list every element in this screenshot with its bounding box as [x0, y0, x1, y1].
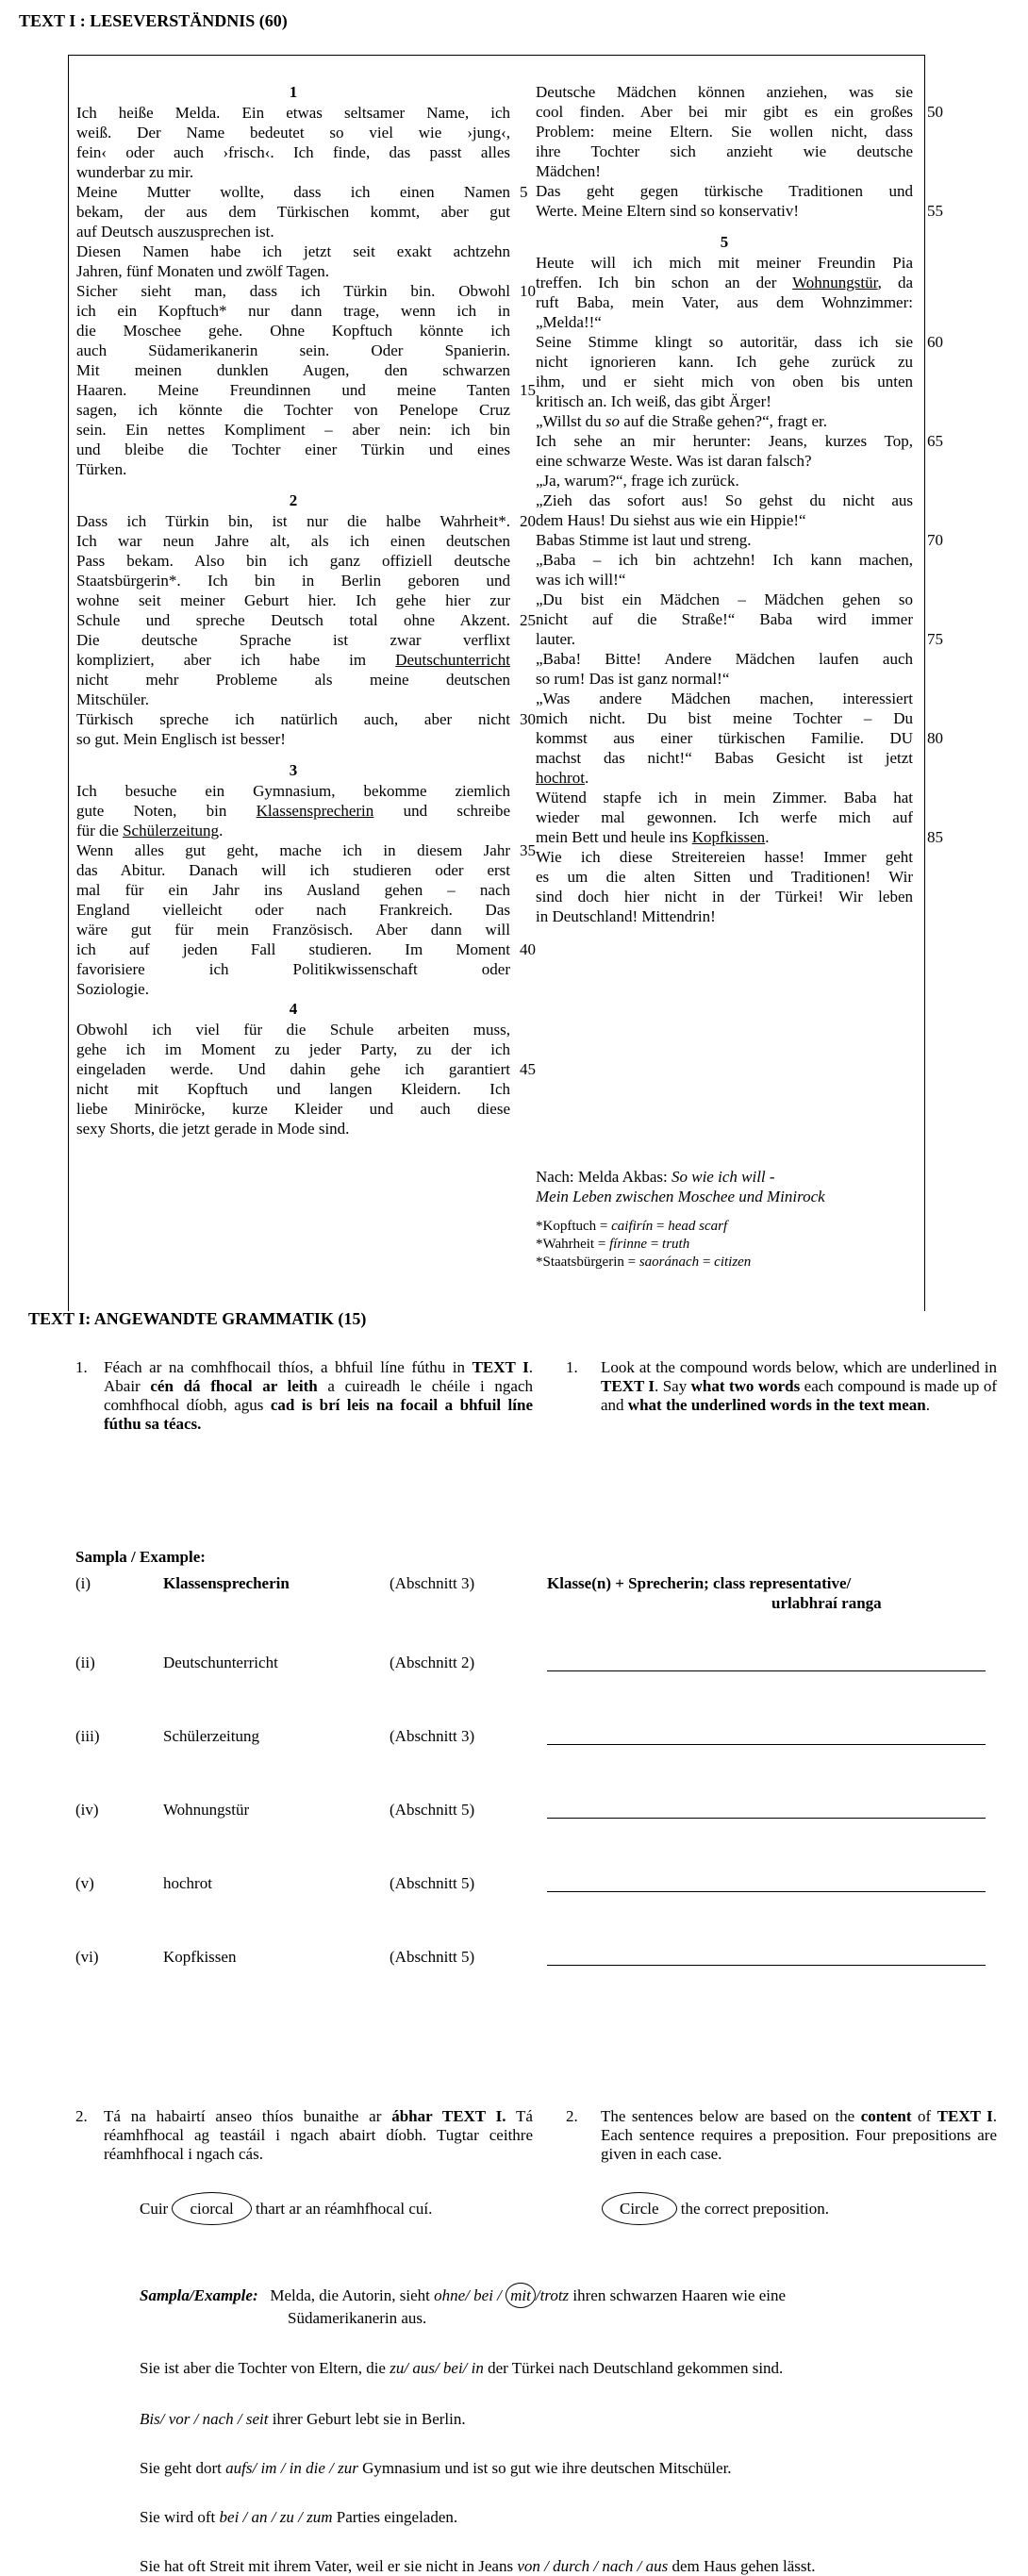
line-number: 70	[927, 531, 943, 549]
reading-title: TEXT I : LESEVERSTÄNDNIS (60)	[19, 11, 288, 30]
section-number: 4	[289, 1000, 298, 1018]
text-line: in Deutschland! Mittendrin!	[536, 907, 716, 925]
text-line: mich nicht. Du bist meine Tochter – Du	[536, 709, 913, 727]
text-line: lauter. 75	[536, 630, 943, 648]
text-line: „Willst du so auf die Straße gehen?“, fragt er.	[536, 412, 827, 430]
text-line: „Ja, warum?“, frage ich zurück.	[536, 472, 739, 490]
text-line: Mit meinen dunklen Augen, den schwarzen	[76, 361, 510, 379]
compound-word: hochrot	[163, 1874, 212, 1892]
circle-instruction: Circle the correct preposition.	[602, 2192, 829, 2225]
reading-text-box	[68, 55, 943, 1311]
compound-word: Schülerzeitung	[163, 1727, 259, 1745]
text-line: sein. Ein nettes Kompliment – aber nein: ich bin	[76, 421, 510, 439]
answer-line[interactable]	[547, 1965, 986, 1966]
section-reference: (Abschnitt 5)	[390, 1874, 475, 1892]
text-line: das Abitur. Danach will ich studieren oder erst	[76, 861, 510, 879]
spacer	[76, 749, 510, 760]
text-line: eine schwarze Weste. Was ist daran falsch?	[536, 452, 812, 470]
text-line: eingeladen werde. Und dahin gehe ich garantiert 45	[76, 1060, 536, 1078]
text-line: so gut. Mein Englisch ist besser!	[76, 730, 286, 748]
text-line: Wütend stapfe ich in mein Zimmer. Baba hat	[536, 789, 913, 806]
footnote-item: *Staatsbürgerin = saoránach = citizen	[536, 1255, 752, 1270]
text-line: nicht ignorieren kann. Ich gehe zurück zu	[536, 353, 913, 371]
text-line: wohne seit meiner Geburt hier. Ich gehe hier zur	[76, 591, 510, 609]
text-line: Dass ich Türkin bin, ist nur die halbe Wahrheit*. 20	[76, 512, 536, 530]
text-line: Deutsche Mädchen können anziehen, was sie	[536, 83, 913, 101]
line-number: 15	[520, 381, 536, 399]
answer-line[interactable]	[547, 1670, 986, 1671]
footnote-item: *Wahrheit = fírinne = truth	[536, 1237, 690, 1252]
text-line: „Baba – ich bin achtzehn! Ich kann machen,	[536, 551, 913, 569]
grammar-title: TEXT I: ANGEWANDTE GRAMMATIK (15)	[28, 1309, 367, 1328]
text-line: machst das nicht!“ Babas Gesicht ist jetzt	[536, 749, 913, 767]
section-reference: (Abschnitt 5)	[390, 1948, 475, 1966]
text-line: Problem: meine Eltern. Sie wollen nicht, dass	[536, 123, 913, 141]
row-number: (iii)	[75, 1727, 100, 1745]
text-line: Jahren, fünf Monaten und zwölf Tagen.	[76, 262, 330, 280]
text-line: England vielleicht oder nach Frankreich. Das	[76, 901, 510, 919]
example-sentence: Sampla/Example: Melda, die Autorin, sieht ohne/ bei / mit /trotz ihren schwarzen Haaren wie eine Südamerikanerin aus.	[140, 2283, 970, 2328]
text-line: auch Südamerikanerin sein. Oder Spanierin.	[76, 341, 510, 359]
text-line: liebe Miniröcke, kurze Kleider und auch diese	[76, 1100, 510, 1118]
left-text-column	[76, 82, 536, 1138]
q2-number-english: 2.	[566, 2107, 578, 2125]
answer-line[interactable]	[547, 1891, 986, 1892]
compound-word: Wohnungstür	[163, 1801, 250, 1819]
circled-answer: mit	[510, 2286, 531, 2304]
q2-instructions-irish: Tá na habairtí anseo thíos bunaithe ar ábhar TEXT I. Tá réamhfhocal ag teastáil i ngach abairt díobh. Tugtar ceithre réamhfhocal i ngach cás.	[104, 2107, 533, 2163]
text-line: kritisch an. Ich weiß, das gibt Ärger!	[536, 392, 771, 410]
line-number: 65	[927, 432, 943, 450]
text-line: ich ein Kopftuch* nur dann trage, wenn ich in	[76, 302, 510, 320]
row-number: (v)	[75, 1874, 94, 1892]
spacer	[76, 479, 510, 490]
text-line: Meine Mutter wollte, dass ich einen Namen 5	[76, 183, 528, 201]
line-number: 40	[520, 940, 536, 958]
footnotes	[536, 1218, 913, 1271]
text-line: „Zieh das sofort aus! So gehst du nicht aus	[536, 491, 913, 509]
text-line: fein‹ oder auch ›frisch‹. Ich finde, das passt alles	[76, 143, 510, 161]
section-number: 5	[720, 233, 729, 251]
text-line: ihm, und er sieht mich von oben bis unten	[536, 373, 913, 391]
text-line: bekam, der aus dem Türkischen kommt, aber gut	[76, 203, 510, 221]
footnote-item: *Kopftuch = caifirín = head scarf	[536, 1219, 728, 1234]
text-line: Wenn alles gut geht, mache ich in diesem Jahr 35	[76, 841, 536, 859]
compound-word: Kopfkissen	[163, 1948, 237, 1966]
text-line: favorisiere ich Politikwissenschaft oder	[76, 960, 510, 978]
sample-answer: Klasse(n) + Sprecherin; class representative/ urlabhraí ranga	[547, 1574, 882, 1612]
text-line: Werte. Meine Eltern sind so konservativ! 55	[536, 202, 943, 220]
line-number: 30	[520, 710, 536, 728]
text-line: nicht mehr Probleme als meine deutschen	[76, 671, 510, 689]
text-line: Sicher sieht man, dass ich Türkin bin. Obwohl 10	[76, 282, 536, 300]
text-line: Diesen Namen habe ich jetzt seit exakt achtzehn	[76, 242, 510, 260]
preposition-options[interactable]: aufs/ im / in die / zur	[225, 2459, 358, 2477]
line-number: 20	[520, 512, 536, 530]
line-number: 10	[520, 282, 536, 300]
cuir-ciorcal-instruction: Cuir ciorcal thart ar an réamhfhocal cuí.	[140, 2192, 432, 2225]
text-line: Mädchen!	[536, 162, 601, 180]
text-line: wieder mal gewonnen. Ich werfe mich auf	[536, 808, 913, 826]
text-line: Ich war neun Jahre alt, als ich einen deutschen	[76, 532, 510, 550]
line-number: 45	[520, 1060, 536, 1078]
q2-instructions-english: The sentences below are based on the content of TEXT I. Each sentence requires a preposition. Four prepositions are given in each case.	[601, 2107, 997, 2163]
right-text-column	[536, 82, 943, 926]
text-line: wäre gut für mein Französisch. Aber dann will	[76, 921, 510, 939]
section-number: 3	[289, 761, 298, 779]
text-line: „Melda!!“	[536, 313, 602, 331]
text-line: dem Haus! Du siehst aus wie ein Hippie!“	[536, 511, 806, 529]
text-line: nicht auf die Straße!“ Baba wird immer	[536, 610, 913, 628]
text-line: gute Noten, bin Klassensprecherin und schreibe	[76, 802, 510, 820]
compound-word: Klassensprecherin	[163, 1574, 290, 1592]
text-line: nicht mit Kopftuch und langen Kleidern. Ich	[76, 1080, 510, 1098]
preposition-sentence: Sie geht dort aufs/ im / in die / zur Gymnasium und ist so gut wie ihre deutschen Mitschüler.	[140, 2459, 732, 2477]
text-line: für die Schülerzeitung.	[76, 822, 224, 839]
text-line: sind doch hier nicht in der Türkei! Wir leben	[536, 888, 913, 906]
line-number: 75	[927, 630, 943, 648]
line-number: 55	[927, 202, 943, 220]
text-line: was ich will!“	[536, 571, 626, 589]
row-number: (i)	[75, 1574, 91, 1592]
text-line: wunderbar zu mir.	[76, 163, 194, 181]
text-line: mal für ein Jahr ins Ausland gehen – nach	[76, 881, 510, 899]
source-citation: Nach: Melda Akbas: So wie ich will - Mein Leben zwischen Moschee und Minirock	[536, 1168, 825, 1205]
text-line: „Baba! Bitte! Andere Mädchen laufen auch	[536, 650, 913, 668]
section-reference: (Abschnitt 3)	[390, 1727, 475, 1745]
text-line: Das geht gegen türkische Traditionen und	[536, 182, 913, 200]
text-line: ruft Baba, mein Vater, aus dem Wohnzimmer:	[536, 293, 913, 311]
text-line: Türken.	[76, 460, 127, 478]
answer-line[interactable]	[547, 1744, 986, 1745]
text-line: sagen, ich könnte die Tochter von Penelope Cruz	[76, 401, 510, 419]
q1-instructions-irish: Féach ar na comhfhocail thíos, a bhfuil líne fúthu in TEXT I. Abair cén dá fhocal ar leith a cuireadh le chéile i ngach comhfhocal díobh, agus cad is brí leis na focail a bhfuil líne fúthu sa téacs.	[104, 1358, 533, 1433]
text-line: und bleibe die Tochter einer Türkin und eines	[76, 440, 510, 458]
text-line: auf Deutsch auszusprechen ist.	[76, 223, 274, 241]
text-line: Ich besuche ein Gymnasium, bekomme ziemlich	[76, 782, 510, 800]
text-line: sexy Shorts, die jetzt gerade in Mode sind.	[76, 1120, 350, 1138]
text-line: ich auf jeden Fall studieren. Im Moment 40	[76, 940, 536, 958]
text-line: „Du bist ein Mädchen – Mädchen gehen so	[536, 590, 913, 608]
text-line: Heute will ich mich mit meiner Freundin Pia	[536, 254, 913, 272]
spacer	[536, 221, 913, 232]
text-line: Wie ich diese Streitereien hasse! Immer geht	[536, 848, 913, 866]
ciorcal-oval: ciorcal	[172, 2192, 251, 2225]
text-line: Die deutsche Sprache ist zwar verflixt	[76, 631, 510, 649]
text-line: Ich heiße Melda. Ein etwas seltsamer Name, ich	[76, 104, 510, 122]
q1-number-english: 1.	[566, 1358, 578, 1376]
row-number: (ii)	[75, 1654, 95, 1671]
text-line: Seine Stimme klingt so autoritär, dass ich sie 60	[536, 333, 943, 351]
q2-number-irish: 2.	[75, 2107, 88, 2125]
text-line: kommst aus einer türkischen Familie. DU 80	[536, 729, 943, 747]
text-line: Türkisch spreche ich natürlich auch, aber nicht 30	[76, 710, 536, 728]
section-number: 2	[289, 491, 298, 509]
text-line: Babas Stimme ist laut und streng. 70	[536, 531, 943, 549]
sample-label: Sampla / Example:	[75, 1548, 206, 1566]
text-line: Mitschüler.	[76, 690, 149, 708]
section-reference: (Abschnitt 5)	[390, 1801, 475, 1819]
compound-word: Deutschunterricht	[163, 1654, 278, 1671]
q1-number-irish: 1.	[75, 1358, 88, 1376]
text-line: so rum! Das ist ganz normal!“	[536, 670, 730, 688]
preposition-sentence: Sie ist aber die Tochter von Eltern, die zu/ aus/ bei/ in der Türkei nach Deutschland gekommen sind.	[140, 2359, 784, 2377]
preposition-sentence: Sie wird oft bei / an / zu / zum Parties eingeladen.	[140, 2508, 458, 2526]
line-number: 80	[927, 729, 943, 747]
line-number: 25	[520, 611, 536, 629]
preposition-options[interactable]: bei / an / zu / zum	[219, 2508, 333, 2526]
circle-oval: Circle	[602, 2192, 677, 2225]
preposition-options[interactable]: von / durch / nach / aus	[517, 2557, 669, 2575]
row-number: (iv)	[75, 1801, 99, 1819]
text-line: hochrot.	[536, 769, 589, 787]
line-number: 60	[927, 333, 943, 351]
text-line: cool finden. Aber bei mir gibt es ein großes 50	[536, 103, 943, 121]
text-line: es um die alten Sitten und Traditionen! Wir	[536, 868, 913, 886]
q1-instructions-english: Look at the compound words below, which are underlined in TEXT I. Say what two words each compound is made up of and what the underlined words in the text mean.	[601, 1358, 997, 1414]
section-reference: (Abschnitt 2)	[390, 1654, 475, 1671]
text-line: Haaren. Meine Freundinnen und meine Tanten 15	[76, 381, 536, 399]
text-line: Staatsbürgerin*. Ich bin in Berlin geboren und	[76, 572, 510, 590]
text-line: Schule und spreche Deutsch total ohne Akzent. 25	[76, 611, 536, 629]
line-number: 85	[927, 828, 943, 846]
text-line: ihre Tochter sich anzieht wie deutsche	[536, 142, 913, 160]
text-line: Soziologie.	[76, 980, 149, 998]
text-line: treffen. Ich bin schon an der Wohnungstür, da	[536, 274, 913, 291]
text-line: gehe ich im Moment zu jeder Party, zu der ich	[76, 1040, 510, 1058]
row-number: (vi)	[75, 1948, 99, 1966]
text-line: Pass bekam. Also bin ich ganz offiziell deutsche	[76, 552, 510, 570]
text-line: weiß. Der Name bedeutet so viel wie ›jung‹,	[76, 124, 510, 141]
preposition-options[interactable]: Bis/ vor / nach / seit	[140, 2410, 269, 2428]
line-number: 5	[520, 183, 528, 201]
line-number: 35	[520, 841, 536, 859]
section-number: 1	[289, 83, 298, 101]
text-line: Ich sehe an mir herunter: Jeans, kurzes Top, 65	[536, 432, 943, 450]
answer-line[interactable]	[547, 1818, 986, 1819]
text-line: mein Bett und heule ins Kopfkissen. 85	[536, 828, 943, 846]
preposition-options[interactable]: zu/ aus/ bei/ in	[390, 2359, 484, 2377]
text-line: kompliziert, aber ich habe im Deutschunterricht	[76, 651, 510, 669]
preposition-sentence: Sie hat oft Streit mit ihrem Vater, weil er sie nicht in Jeans von / durch / nach / aus dem Haus gehen lässt.	[140, 2557, 816, 2575]
text-line: Obwohl ich viel für die Schule arbeiten muss,	[76, 1021, 510, 1039]
line-number: 50	[927, 103, 943, 121]
text-line: „Was andere Mädchen machen, interessiert	[536, 690, 913, 707]
text-line: die Moschee gehe. Ohne Kopftuch könnte ich	[76, 322, 510, 340]
preposition-sentence: Bis/ vor / nach / seit ihrer Geburt lebt sie in Berlin.	[140, 2410, 466, 2428]
section-reference: (Abschnitt 3)	[390, 1574, 475, 1592]
